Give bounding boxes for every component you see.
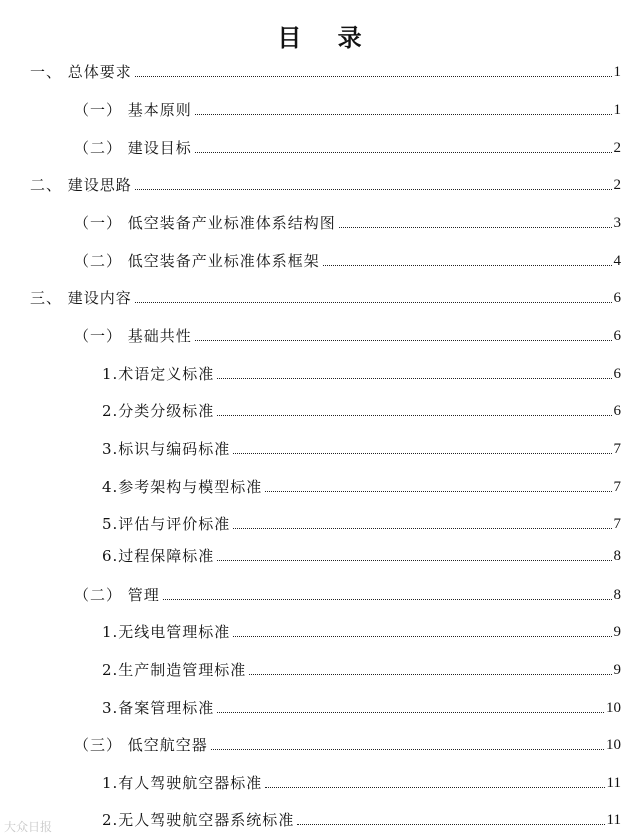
entry-page-number: 10 (606, 700, 621, 716)
entry-page-number: 1 (613, 102, 621, 118)
toc-entry[interactable] (102, 362, 621, 384)
entry-label: 一、 总体要求 (30, 63, 132, 81)
entry-page-number: 6 (613, 290, 621, 306)
entry-page-number: 2 (613, 140, 621, 156)
entry-label: 三、 建设内容 (30, 289, 132, 307)
dot-leader (163, 599, 612, 600)
dot-leader (217, 712, 604, 713)
toc-entry[interactable] (102, 771, 621, 793)
dot-leader (195, 340, 612, 341)
entry-label: 2.无人驾驶航空器系统标准 (102, 811, 295, 829)
dot-leader (323, 265, 612, 266)
entry-page-number: 4 (613, 253, 621, 269)
toc-title: 目 录 (277, 24, 376, 52)
entry-page-number: 6 (613, 328, 621, 344)
dot-leader (297, 824, 604, 825)
dot-leader (265, 491, 611, 492)
entry-label: 二、 建设思路 (30, 176, 132, 194)
dot-leader (135, 189, 612, 190)
dot-leader (233, 453, 611, 454)
dot-leader (195, 114, 612, 115)
entry-page-number: 11 (606, 812, 621, 828)
entry-label: 3.标识与编码标准 (102, 440, 231, 458)
toc-entry[interactable] (74, 136, 621, 158)
toc-entry[interactable] (102, 696, 621, 718)
entry-label: 1.术语定义标准 (102, 365, 215, 383)
entry-label: 5.评估与评价标准 (102, 515, 231, 533)
entry-page-number: 6 (613, 403, 621, 419)
watermark: 大众日报 (4, 820, 53, 834)
toc-entry[interactable] (74, 249, 621, 271)
dot-leader (265, 787, 604, 788)
entry-label: 1.有人驾驶航空器标准 (102, 774, 263, 792)
toc-entry[interactable] (30, 60, 621, 82)
dot-leader (135, 302, 612, 303)
dot-leader (249, 674, 611, 675)
entry-page-number: 7 (613, 479, 621, 495)
toc-entry[interactable] (74, 583, 621, 605)
toc-entry[interactable] (30, 173, 621, 195)
entry-page-number: 1 (613, 64, 621, 80)
dot-leader (135, 76, 612, 77)
dot-leader (339, 227, 612, 228)
toc-entry[interactable] (74, 211, 621, 233)
entry-page-number: 9 (613, 662, 621, 678)
dot-leader (233, 636, 611, 637)
entry-page-number: 3 (613, 215, 621, 231)
toc-entry[interactable] (30, 286, 621, 308)
entry-page-number: 8 (613, 548, 621, 564)
entry-label: （一） 基础共性 (74, 327, 192, 345)
toc-entry[interactable] (102, 437, 621, 459)
entry-label: 2.生产制造管理标准 (102, 661, 247, 679)
dot-leader (233, 528, 611, 529)
toc-entry[interactable] (102, 512, 621, 534)
toc-entry[interactable] (102, 808, 621, 830)
entry-label: 4.参考架构与模型标准 (102, 478, 263, 496)
toc-entry[interactable] (102, 544, 621, 566)
toc-entry[interactable] (102, 475, 621, 497)
entry-label: 6.过程保障标准 (102, 547, 215, 565)
entry-page-number: 2 (613, 177, 621, 193)
entry-label: 2.分类分级标准 (102, 402, 215, 420)
entry-page-number: 7 (613, 441, 621, 457)
entry-label: 3.备案管理标准 (102, 699, 215, 717)
dot-leader (217, 560, 611, 561)
dot-leader (217, 378, 611, 379)
toc-entry[interactable] (102, 399, 621, 421)
dot-leader (211, 749, 604, 750)
dot-leader (217, 415, 611, 416)
entry-page-number: 10 (606, 737, 621, 753)
toc-entry[interactable] (74, 733, 621, 755)
entry-page-number: 9 (613, 624, 621, 640)
entry-label: （一） 基本原则 (74, 101, 192, 119)
toc-entry[interactable] (74, 98, 621, 120)
entry-label: 1.无线电管理标准 (102, 623, 231, 641)
entry-page-number: 6 (613, 366, 621, 382)
toc-entry[interactable] (74, 324, 621, 346)
entry-page-number: 7 (613, 516, 621, 532)
entry-label: （二） 管理 (74, 586, 160, 604)
entry-label: （二） 建设目标 (74, 139, 192, 157)
entry-label: （二） 低空装备产业标准体系框架 (74, 252, 320, 270)
entry-label: （三） 低空航空器 (74, 736, 208, 754)
dot-leader (195, 152, 612, 153)
entry-label: （一） 低空装备产业标准体系结构图 (74, 214, 336, 232)
toc-entry[interactable] (102, 658, 621, 680)
entry-page-number: 11 (606, 775, 621, 791)
entry-page-number: 8 (613, 587, 621, 603)
toc-entry[interactable] (102, 620, 621, 642)
